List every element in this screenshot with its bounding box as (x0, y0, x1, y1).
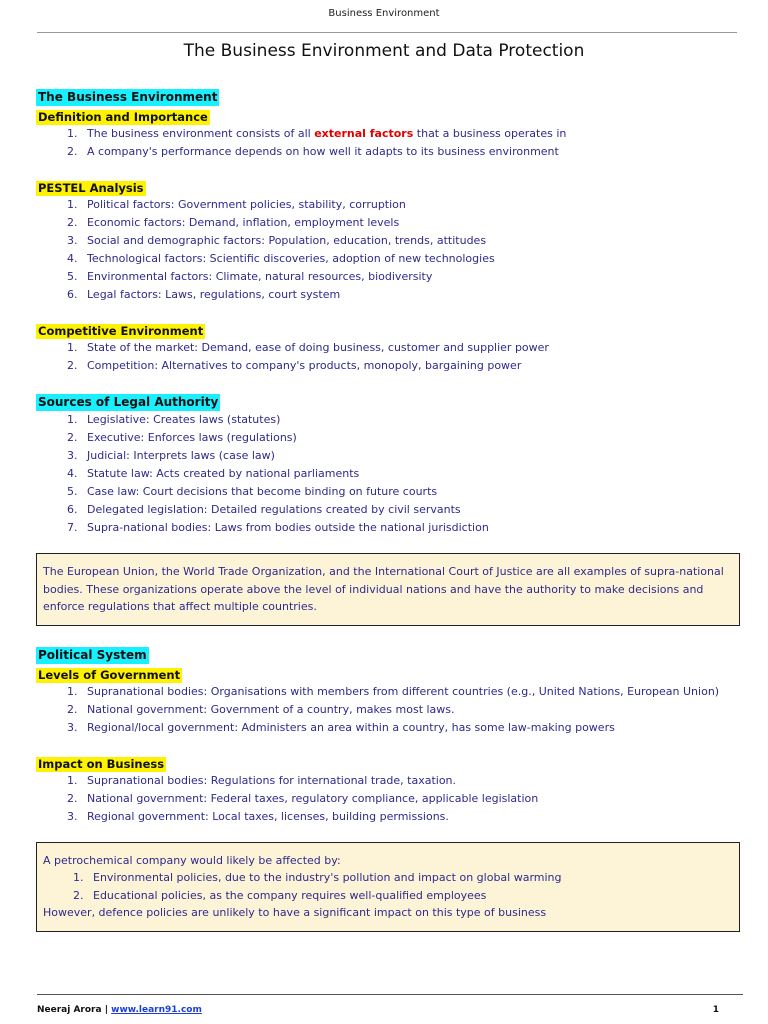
pestel-list (36, 196, 740, 304)
running-header: Business Environment (328, 8, 440, 19)
callout-outro: However, defence policies are unlikely to have a significant impact on this type of business (43, 906, 547, 919)
page-footer (37, 1005, 719, 1015)
list-item: 3. Social and demographic factors: Population, education, trends, attitudes (81, 232, 740, 250)
subheading-pestel: PESTEL Analysis (38, 181, 144, 195)
list-item: 2. National government: Government of a country, makes most laws. (81, 701, 740, 719)
list-item: 7. Supra-national bodies: Laws from bodies outside the national jurisdiction (81, 519, 740, 537)
list-item: 1. Environmental policies, due to the industry's pollution and impact on global warming (87, 869, 733, 887)
list-item: 2. National government: Federal taxes, regulatory compliance, applicable legislation (81, 790, 740, 808)
list-item: 3. Judicial: Interprets laws (case law) (81, 447, 740, 465)
list-item: 5. Environmental factors: Climate, natural resources, biodiversity (81, 268, 740, 286)
list-item: 1. Legislative: Creates laws (statutes) (81, 411, 740, 429)
list-item: 1. State of the market: Demand, ease of doing business, customer and supplier power (81, 339, 740, 357)
subheading-competitive: Competitive Environment (38, 324, 204, 338)
list-item: 6. Delegated legislation: Detailed regulations created by civil servants (81, 501, 740, 519)
list-item: 2. Competition: Alternatives to company's products, monopoly, bargaining power (81, 357, 740, 375)
section-heading-political-system: Political System (38, 647, 147, 662)
page-number: 1 (712, 1005, 719, 1015)
list-item: 1. The business environment consists of all external factors that a business operates in (81, 125, 740, 143)
list-item: 1. Supranational bodies: Regulations for international trade, taxation. (81, 772, 740, 790)
list-item: 6. Legal factors: Laws, regulations, court system (81, 286, 740, 304)
subheading-definition: Definition and Importance (38, 110, 208, 124)
list-item: 4. Technological factors: Scientific discoveries, adoption of new technologies (81, 250, 740, 268)
header-divider (37, 32, 737, 33)
document-body (36, 86, 740, 932)
list-item: 4. Statute law: Acts created by national parliaments (81, 465, 740, 483)
footer-website-link[interactable]: www.learn91.com (111, 1005, 202, 1015)
section-heading-legal-authority: Sources of Legal Authority (38, 395, 219, 409)
list-item: 2. Executive: Enforces laws (regulations) (81, 429, 740, 447)
list-item: 2. Economic factors: Demand, inflation, employment levels (81, 214, 740, 232)
legal-authority-list (36, 411, 740, 537)
footer-author: Neeraj Arora | (37, 1005, 112, 1015)
list-item: 2. Educational policies, as the company requires well-qualified employees (87, 887, 733, 905)
supranational-callout: The European Union, the World Trade Organization, and the International Court of Justice are all examples of supra-national bodies. These organizations operate above the level of individual nations and have the authority to make decisions and enforce regulations that affect multiple countries. (36, 553, 740, 626)
list-item: 5. Case law: Court decisions that become binding on future courts (81, 483, 740, 501)
subheading-impact: Impact on Business (38, 756, 165, 771)
list-item: 3. Regional/local government: Administers an area within a country, has some law-making powers (81, 719, 740, 737)
callout-list (43, 869, 733, 904)
list-item: 2. A company's performance depends on how well it adapts to its business environment (81, 143, 740, 161)
levels-list (36, 683, 740, 737)
list-item: 1. Supranational bodies: Organisations with members from different countries (e.g., United Nations, European Union) (81, 683, 740, 701)
subheading-levels: Levels of Government (38, 667, 181, 682)
competitive-list (36, 339, 740, 375)
petrochemical-callout (36, 842, 740, 932)
list-item: 1. Political factors: Government policies, stability, corruption (81, 196, 740, 214)
callout-intro: A petrochemical company would likely be affected by: (43, 853, 341, 867)
page-title: The Business Environment and Data Protection (183, 41, 585, 61)
highlighted-term: external factors (314, 127, 414, 140)
section-heading-business-environment: The Business Environment (38, 90, 218, 104)
footer-divider (37, 994, 743, 995)
definition-list (36, 125, 740, 161)
list-item: 3. Regional government: Local taxes, licenses, building permissions. (81, 808, 740, 826)
impact-list (36, 772, 740, 826)
